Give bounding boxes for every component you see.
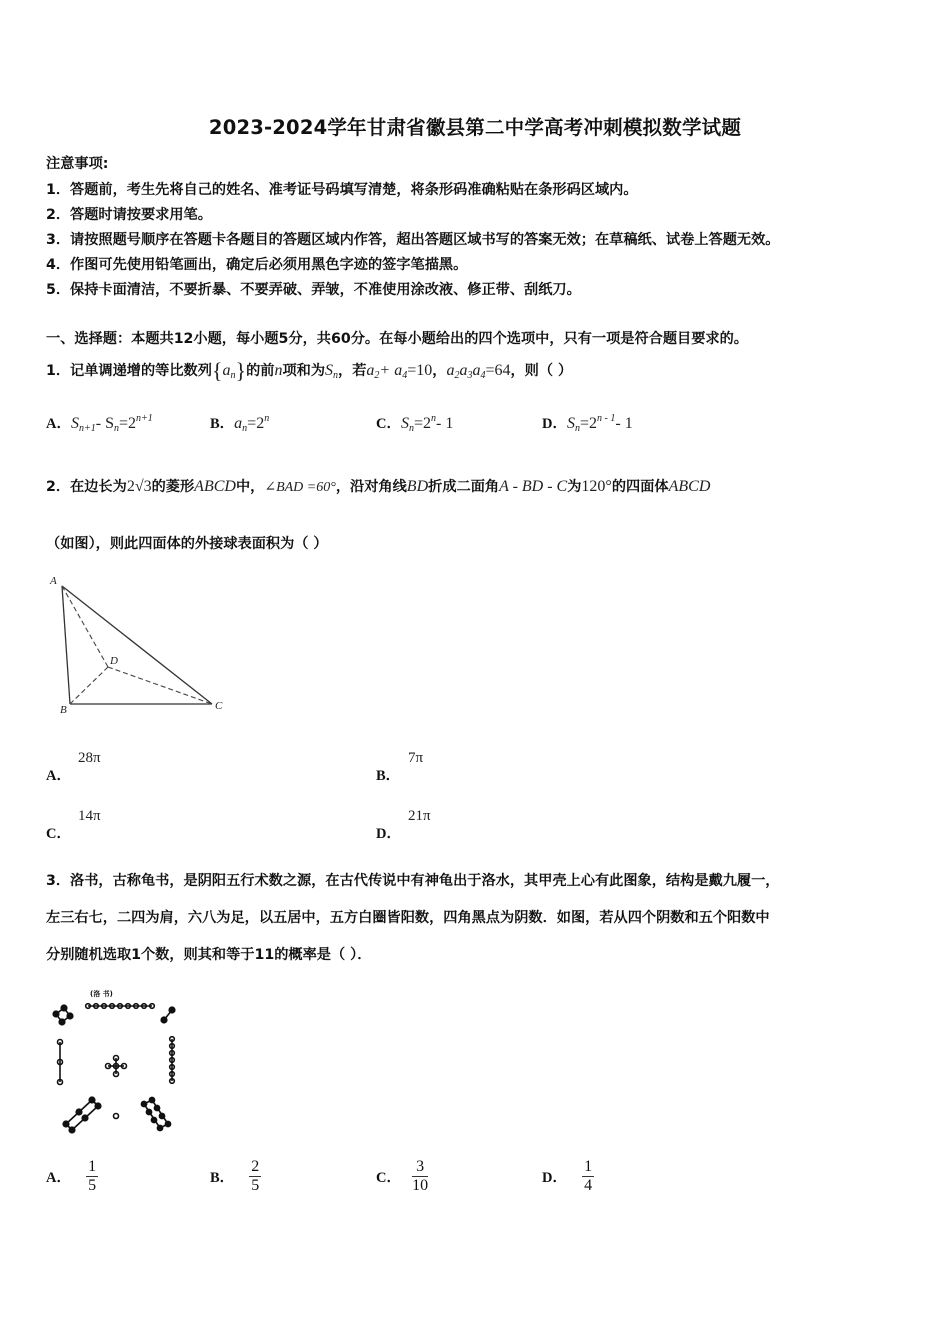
edge-dc xyxy=(108,667,212,704)
vertex-label-c: C xyxy=(215,700,223,712)
q1-option-b[interactable]: B．$a_n=2^n$ xyxy=(210,413,270,434)
page-title: 2023-2024学年甘肃省徽县第二中学高考冲刺模拟数学试题 xyxy=(208,116,742,139)
q1-text: 1．记单调递增的等比数列 xyxy=(46,363,212,379)
q2-side-length: 2√3 xyxy=(126,478,152,495)
tetrahedron-figure xyxy=(44,572,244,720)
notice-item: 1．答题前，考生先将自己的姓名、准考证号码填写清楚，将条形码准确粘贴在条形码区域内。 xyxy=(46,182,638,198)
vertex-label-a: A xyxy=(50,575,57,587)
edge-ad xyxy=(62,586,108,667)
q1-option-c[interactable]: C．$S_n=2^n-$ 1 xyxy=(376,413,454,434)
q1-option-a[interactable]: A．$S_{n+1}-$ $S_n=2^{n+1}$ xyxy=(46,413,153,434)
luoshu-figure xyxy=(46,984,186,1134)
edge-ac xyxy=(62,586,212,704)
q2-option-d[interactable]: D． 21π xyxy=(376,808,431,842)
notice-heading: 注意事项: xyxy=(46,156,109,172)
q3-option-a[interactable]: A． $\frac{1}{5}$ xyxy=(46,1158,97,1194)
q1-seq-symbol: a xyxy=(222,362,231,379)
q3-option-c[interactable]: C． $\frac{3}{10}$ xyxy=(376,1158,429,1194)
question-2-line2: （如图），则此四面体的外接球表面积为（ ） xyxy=(46,536,328,552)
notice-item: 2．答题时请按要求用笔。 xyxy=(46,207,212,223)
edge-ab xyxy=(62,586,70,704)
question-3-line: 分别随机选取1个数，则其和等于11的概率是（ ）． xyxy=(46,947,372,963)
notice-item: 3．请按照题号顺序在答题卡各题目的答题区域内作答，超出答题区域书写的答案无效；在草稿纸、试卷上答题无效。 xyxy=(46,232,780,248)
luoshu-caption: (洛 书) xyxy=(90,990,113,998)
section-heading: 一、选择题：本题共12小题，每小题5分，共60分。在每小题给出的四个选项中，只有一项是符合题目要求的。 xyxy=(46,331,748,347)
vertex-label-d: D xyxy=(110,655,118,667)
q2-option-c[interactable]: C． 14π xyxy=(46,808,101,842)
vertex-label-b: B xyxy=(60,704,67,716)
notice-item: 4．作图可先使用铅笔画出，确定后必须用黑色字迹的签字笔描黑。 xyxy=(46,257,468,273)
q1-option-d[interactable]: D．$S_n=2^{n - 1}-$ 1 xyxy=(542,413,633,434)
notice-item: 5．保持卡面清洁，不要折暴、不要弄破、弄皱，不准使用涂改液、修正带、刮纸刀。 xyxy=(46,282,581,298)
q3-option-d[interactable]: D． $\frac{1}{4}$ xyxy=(542,1158,593,1194)
q3-option-b[interactable]: B． $\frac{2}{5}$ xyxy=(210,1158,260,1194)
q2-option-a[interactable]: A． 28π xyxy=(46,750,101,784)
q2-option-b[interactable]: B． 7π xyxy=(376,750,424,784)
question-1-stem: 1．记单调递增的等比数列$\{a_n\}$的前n项和为$S_n$，若$a_2+ a_4=10$，$a_2a_3a_4=64$，则（ ） xyxy=(46,358,573,383)
question-3-line: 左三右七，二四为肩，六八为足，以五居中，五方白圈皆阳数，四角黑点为阴数．如图，若从四个阴数和五个阳数中 xyxy=(46,910,770,926)
question-3-line: 3．洛书，古称龟书，是阴阳五行术数之源，在古代传说中有神龟出于洛水，其甲壳上心有此图象，结构是戴九履一， xyxy=(46,873,780,889)
edge-bd xyxy=(70,667,108,704)
question-2-stem: 2．在边长为2√3的菱形ABCD中，∠BAD =60°，沿对角线BD折成二面角A - BD - C为120°的四面体ABCD xyxy=(46,478,711,495)
